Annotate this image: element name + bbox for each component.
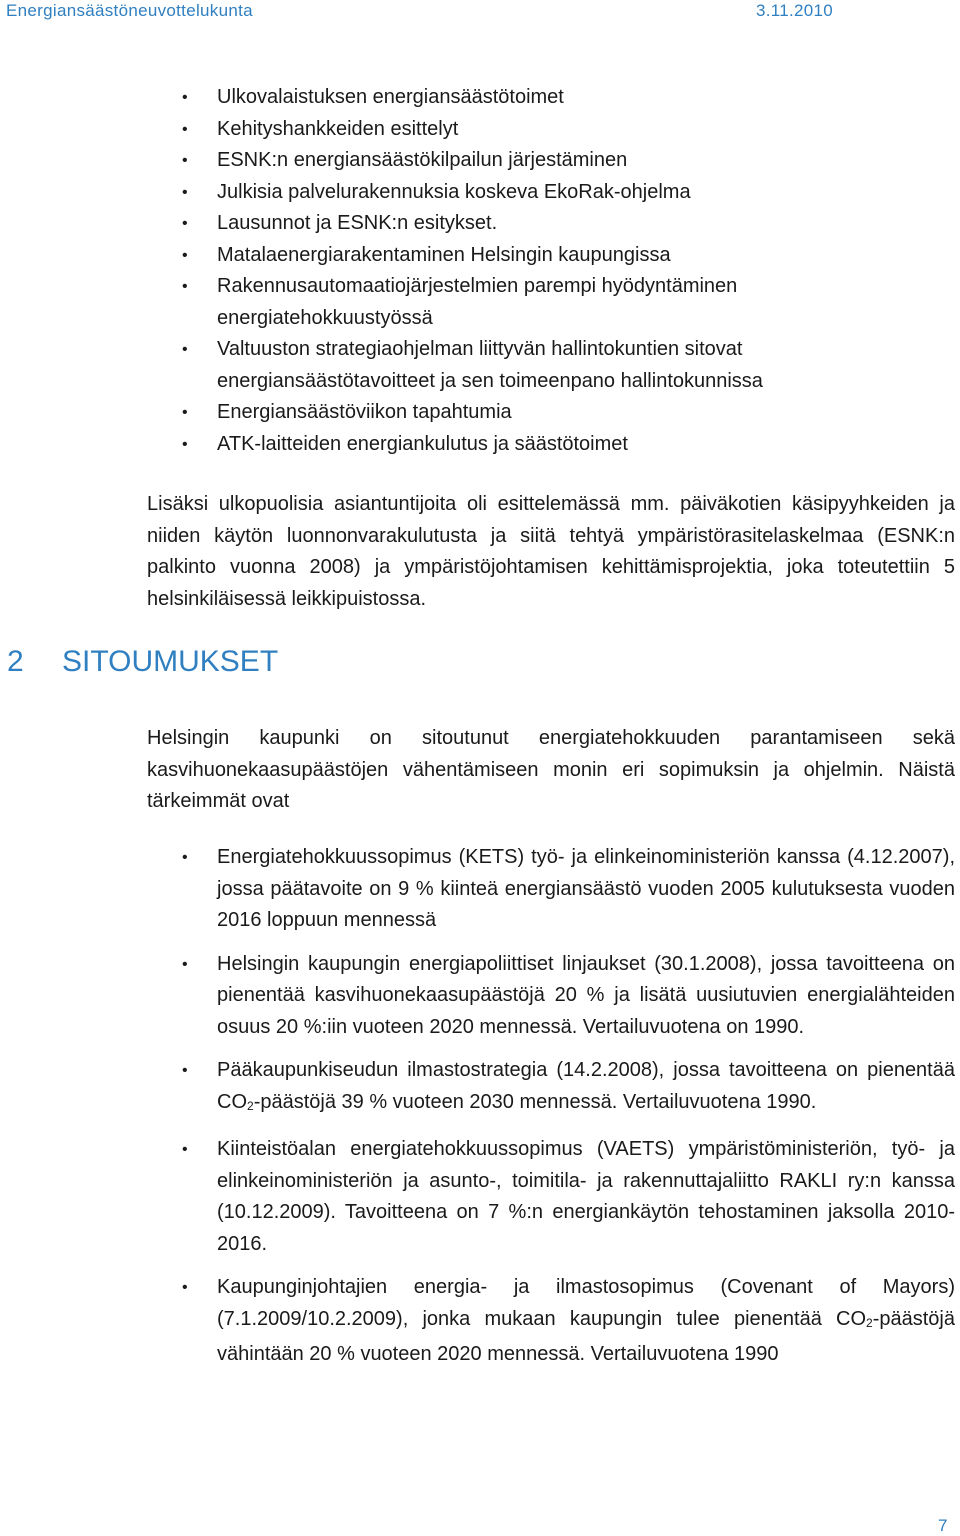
bullet-icon: • xyxy=(182,89,188,106)
bullet-icon: • xyxy=(182,341,188,358)
paragraph-intro: Helsingin kaupunki on sitoutunut energiatehokkuuden parantamiseen sekä kasvihuonekaasupäästöjen vähentämiseen monin eri sopimuksin ja ohjelmin. Näistä tärkeimmät ovat xyxy=(147,727,955,813)
commitment-item xyxy=(182,1055,955,1122)
bullet-icon: • xyxy=(182,215,188,232)
bullet-icon: • xyxy=(182,246,188,264)
section-title: SITOUMUKSET xyxy=(62,645,279,678)
list-item-text: Lausunnot ja ESNK:n esitykset. xyxy=(217,212,498,234)
list-item-text: ATK-laitteiden energiankulutus ja säästötoimet xyxy=(217,432,628,455)
bullet-icon: • xyxy=(182,183,188,201)
section-number: 2 xyxy=(7,645,24,678)
commitment-item xyxy=(182,949,955,1044)
commitment-item xyxy=(182,842,955,937)
list-item xyxy=(182,334,957,397)
commitment-text: -päästöjä vähintään 20 % vuoteen 2020 mennessä. Vertailuvuotena 1990 xyxy=(217,1307,955,1365)
list-item-text: Valtuuston strategiaohjelman liittyvän hallintokuntien sitovat energiansäästötavoitteet ja sen toimeenpano hallintokunnissa xyxy=(217,338,763,392)
subscript: 2 xyxy=(866,1315,873,1330)
list-item-text: Julkisia palvelurakennuksia koskeva EkoRak-ohjelma xyxy=(217,180,691,203)
commitment-text: Kiinteistöalan energiatehokkuussopimus (VAETS) ympäristöministeriön, työ- ja elinkeinoministeriön ja asunto-, toimitila- ja rakennuttajaliitto RAKLI ry:n kanssa (10.12.2009). Tavoitteena on 7 %:n energiankäytön tehostaminen jaksolla 2010-2016. xyxy=(217,1138,955,1255)
list-item xyxy=(182,240,957,272)
bullet-icon: • xyxy=(182,404,188,421)
list-item xyxy=(182,271,957,334)
list-item-text: Ulkovalaistuksen energiansäästötoimet xyxy=(217,86,564,108)
page-header xyxy=(0,0,960,22)
bullet-icon: • xyxy=(182,849,188,866)
commitment-text: Kaupunginjohtajien energia- ja ilmastosopimus (Covenant of Mayors) (7.1.2009/10.2.2009), jonka mukaan kaupungin tulee pienentää CO xyxy=(217,1276,955,1330)
list-item xyxy=(182,82,957,114)
bullet-icon: • xyxy=(182,1279,188,1296)
list-item-text: Kehityshankkeiden esittelyt xyxy=(217,117,459,140)
header-date: 3.11.2010 xyxy=(756,1,834,20)
list-item-text: Rakennusautomaatiojärjestelmien parempi hyödyntäminen energiatehokkuustyössä xyxy=(217,275,738,329)
bullet-icon: • xyxy=(182,278,188,295)
bullet-icon: • xyxy=(182,1141,188,1158)
subscript: 2 xyxy=(247,1098,254,1113)
header-title: Energiansäästöneuvottelukunta xyxy=(6,1,253,20)
commitment-text: Energiatehokkuussopimus (KETS) työ- ja elinkeinoministeriön kanssa (4.12.2007), jossa päätavoite on 9 % kiinteä energiansäästö vuoden 2005 kulutuksesta vuoden 2016 loppuun mennessä xyxy=(217,846,955,931)
commitments-list xyxy=(182,842,955,1371)
list-item-text: Energiansäästöviikon tapahtumia xyxy=(217,401,512,423)
list-item xyxy=(182,114,957,146)
commitment-text: -päästöjä 39 % vuoteen 2030 mennessä. Vertailuvuotena 1990. xyxy=(253,1090,817,1113)
commitment-item xyxy=(182,1134,955,1260)
commitment-text: Helsingin kaupungin energiapoliittiset linjaukset (30.1.2008), jossa tavoitteena on pienentää kasvihuonekaasupäästöjä 20 % ja lisätä uusiutuvien energialähteiden osuus 20 %:iin vuoteen 2020 mennessä. Vertailuvuotena on 1990. xyxy=(217,952,955,1038)
list-item-text: Matalaenergiarakentaminen Helsingin kaupungissa xyxy=(217,243,671,266)
list-item xyxy=(182,397,957,429)
list-item-text: ESNK:n energiansäästökilpailun järjestäminen xyxy=(217,149,628,171)
bullet-icon: • xyxy=(182,1062,188,1079)
list-item xyxy=(182,177,957,209)
paragraph-extra: Lisäksi ulkopuolisia asiantuntijoita oli esittelemässä mm. päiväkotien käsipyyhkeiden ja niiden käytön luonnonvarakulutusta ja siitä tehtyä ympäristörasitelaskelmaa (ESNK:n palkinto vuonna 2008) ja ympäristöjohtamisen kehittämisprojektia, joka toteutettiin 5 helsinkiläisessä leikkipuistossa. xyxy=(147,493,955,610)
bullet-icon: • xyxy=(182,435,188,453)
page-number: 7 xyxy=(938,1516,948,1535)
bullet-icon: • xyxy=(182,955,188,973)
topics-list xyxy=(182,82,957,460)
list-item xyxy=(182,208,957,240)
section-heading xyxy=(7,645,278,679)
bullet-icon: • xyxy=(182,120,188,138)
commitment-item xyxy=(182,1272,955,1371)
commitment-text: Pääkaupunkiseudun ilmastostrategia (14.2.2008), jossa tavoitteena on pienentää CO xyxy=(217,1059,955,1113)
list-item xyxy=(182,429,957,461)
bullet-icon: • xyxy=(182,152,188,169)
list-item xyxy=(182,145,957,177)
